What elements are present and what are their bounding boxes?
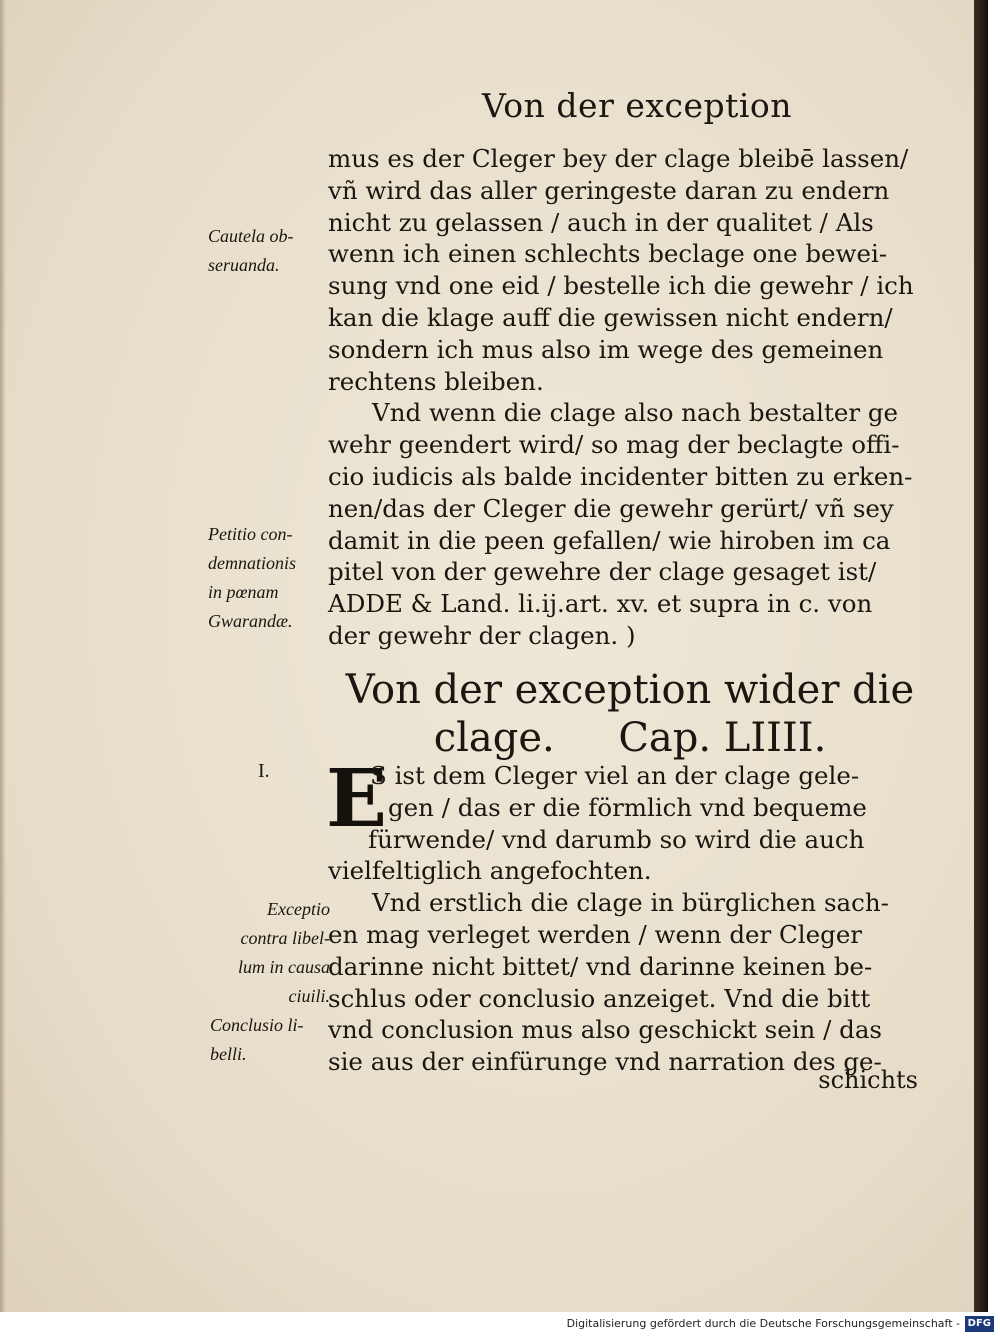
book-spine-edge bbox=[974, 0, 988, 1312]
margin-note-line: Gwarandæ. bbox=[208, 611, 293, 631]
chapter-heading-line: clage. Cap. LIIII. bbox=[433, 715, 827, 761]
page-left-edge bbox=[0, 0, 6, 1312]
text-line: nen/das der Cleger die gewehr gerürt/ vñ sey bbox=[328, 493, 894, 523]
margin-note-line: Exceptio bbox=[267, 899, 330, 919]
text-line: sie aus der einfürunge vnd narration des ge- bbox=[328, 1047, 882, 1077]
margin-note-line: Conclusio li- bbox=[210, 1015, 304, 1035]
margin-note-line: ciuili. bbox=[288, 986, 330, 1006]
margin-note-line: lum in causa bbox=[238, 957, 330, 977]
text-line: vnd conclusion mus also geschickt sein / das bbox=[328, 1015, 883, 1045]
text-line: schlus oder conclusio anzeiget. Vnd die bitt bbox=[328, 983, 871, 1013]
text-line: wenn ich einen schlechts beclage one bewei- bbox=[328, 239, 888, 269]
chapter-heading bbox=[330, 666, 930, 762]
margin-note-line: Petitio con- bbox=[208, 524, 293, 544]
margin-note-line: contra libel- bbox=[240, 928, 330, 948]
margin-note-conclusio bbox=[210, 1011, 304, 1069]
running-title: Von der exception bbox=[482, 86, 793, 125]
text-line: ADDE & Land. li.ij.art. xv. et supra in c. von bbox=[328, 589, 873, 619]
margin-note-line: belli. bbox=[210, 1044, 247, 1064]
text-line: pitel von der gewehre der clage gesaget ist/ bbox=[328, 557, 877, 587]
margin-note-line: demnationis bbox=[208, 553, 296, 573]
dfg-logo: DFG bbox=[965, 1316, 994, 1332]
text-line: darinne nicht bittet/ vnd darinne keinen be- bbox=[328, 951, 873, 981]
margin-note-exceptio bbox=[190, 895, 330, 1011]
text-line: gen / das er die förmlich vnd bequeme bbox=[388, 792, 867, 822]
text-line: fürwende/ vnd darumb so wird die auch bbox=[368, 824, 865, 854]
margin-note-line: Cautela ob- bbox=[208, 226, 294, 246]
section-number: I. bbox=[258, 760, 270, 782]
margin-note-line: seruandа. bbox=[208, 255, 280, 275]
body-text-block-1 bbox=[328, 143, 914, 652]
text-line: rechtens bleiben. bbox=[328, 366, 544, 396]
margin-note-petitio bbox=[208, 520, 296, 636]
text-line: wehr geendert wird/ so mag der beclagte offi- bbox=[328, 430, 900, 460]
text-line: vielfeltiglich angefochten. bbox=[328, 856, 652, 886]
margin-note-cautela bbox=[208, 222, 294, 280]
text-line: vñ wird das aller geringeste daran zu endern bbox=[328, 175, 890, 205]
text-line: der gewehr der clagen. ) bbox=[328, 620, 636, 650]
text-line: damit in die peen gefallen/ wie hiroben im ca bbox=[328, 525, 891, 555]
text-line: kan die klage auff die gewissen nicht endern/ bbox=[328, 302, 893, 332]
text-line: cio iudicis als balde incidenter bitten zu erken- bbox=[328, 461, 913, 491]
drop-cap-initial: E bbox=[326, 751, 387, 845]
funding-credit: Digitalisierung gefördert durch die Deutsche Forschungsgemeinschaft - bbox=[566, 1317, 960, 1330]
catchword: schichts bbox=[818, 1066, 918, 1094]
margin-note-line: in pœnam bbox=[208, 582, 279, 602]
text-line: sondern ich mus also im wege des gemeinen bbox=[328, 334, 884, 364]
text-line: S ist dem Cleger viel an der clage gele- bbox=[370, 761, 860, 790]
text-line: Vnd wenn die clage also nach bestalter ge bbox=[372, 398, 898, 428]
text-line: mus es der Cleger bey der clage bleibē lassen/ bbox=[328, 144, 909, 173]
text-line: nicht zu gelassen / auch in der qualitet / Als bbox=[328, 207, 874, 237]
text-line: Vnd erstlich die clage in bürglichen sach- bbox=[372, 888, 889, 918]
digitization-footer bbox=[0, 1312, 1000, 1338]
text-line: en mag verleget werden / wenn der Cleger bbox=[328, 919, 863, 949]
body-text-block-2 bbox=[326, 751, 889, 1078]
text-line: sung vnd one eid / bestelle ich die gewehr / ich bbox=[328, 271, 914, 301]
chapter-heading-line: Von der exception wider die bbox=[345, 667, 915, 713]
